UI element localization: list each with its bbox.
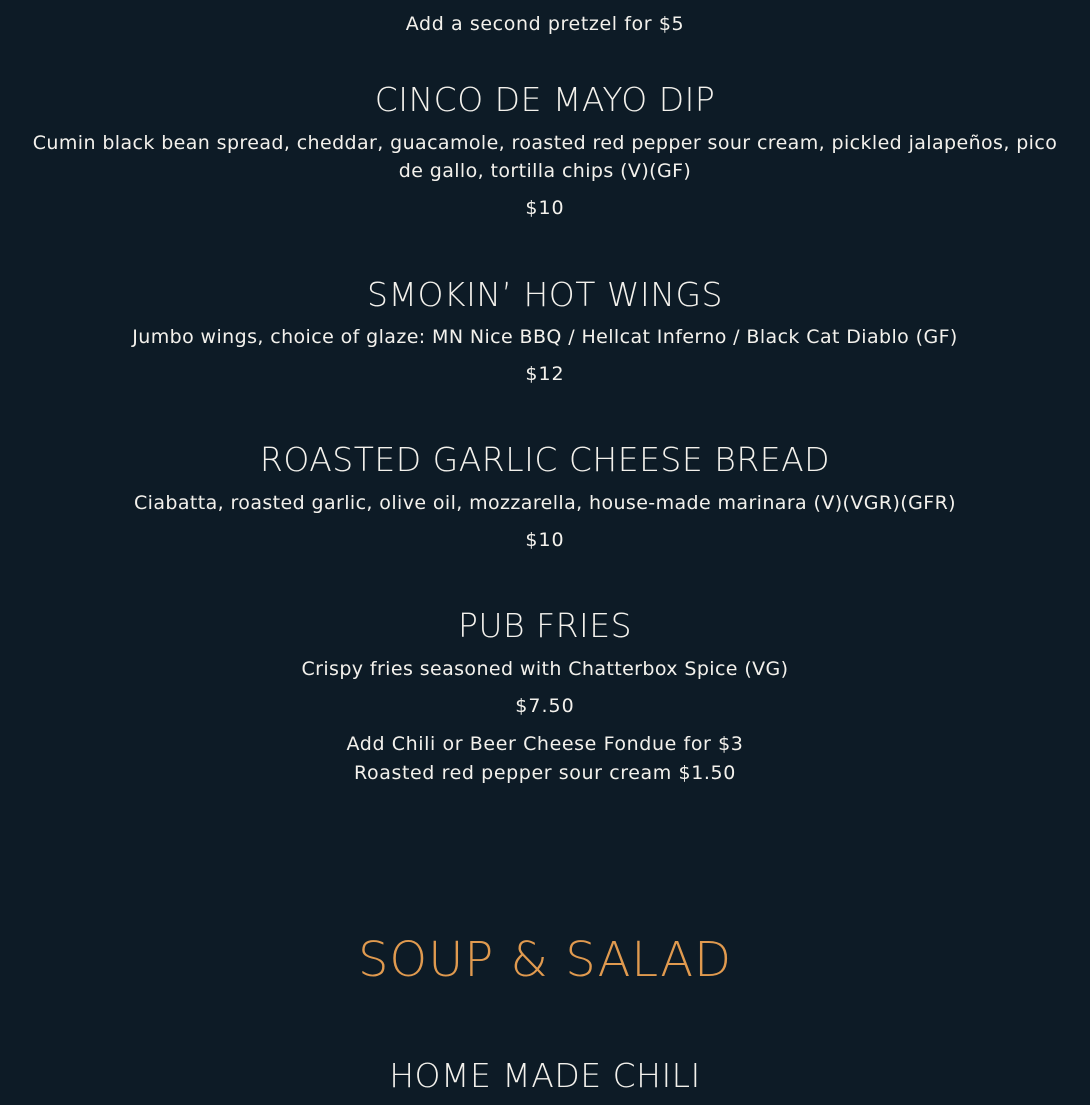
menu-item-description: Cumin black bean spread, cheddar, guacamole, roasted red pepper sour cream, pickled jalapeños, pico de gallo, tortilla chips (V)(GF) bbox=[32, 132, 1058, 182]
menu-item-name-home-made-chili: HOME MADE CHILI bbox=[389, 1056, 701, 1095]
menu-item-description: Ciabatta, roasted garlic, olive oil, mozzarella, house-made marinara (V)(VGR)(GFR) bbox=[134, 492, 956, 514]
menu-item-name: ROASTED GARLIC CHEESE BREAD bbox=[259, 440, 831, 479]
menu-item-price: $12 bbox=[525, 363, 565, 385]
menu-item-description: Crispy fries seasoned with Chatterbox Spice (VG) bbox=[301, 658, 789, 680]
menu-item-name: SMOKIN’ HOT WINGS bbox=[367, 275, 723, 314]
menu-item-name: PUB FRIES bbox=[457, 606, 633, 645]
menu-item-name: CINCO DE MAYO DIP bbox=[374, 80, 716, 119]
menu-item-addon: Add Chili or Beer Cheese Fondue for $3 bbox=[346, 733, 744, 755]
menu-item-price: $7.50 bbox=[515, 695, 575, 717]
menu-item-price: $10 bbox=[525, 197, 565, 219]
menu-item-description: Jumbo wings, choice of glaze: MN Nice BBQ / Hellcat Inferno / Black Cat Diablo (GF) bbox=[132, 326, 958, 348]
section-heading-soup-salad: SOUP & SALAD bbox=[357, 932, 733, 988]
pretzel-addon-note: Add a second pretzel for $5 bbox=[405, 13, 685, 35]
menu-item-addon: Roasted red pepper sour cream $1.50 bbox=[354, 762, 736, 784]
menu-item-price: $10 bbox=[525, 529, 565, 551]
